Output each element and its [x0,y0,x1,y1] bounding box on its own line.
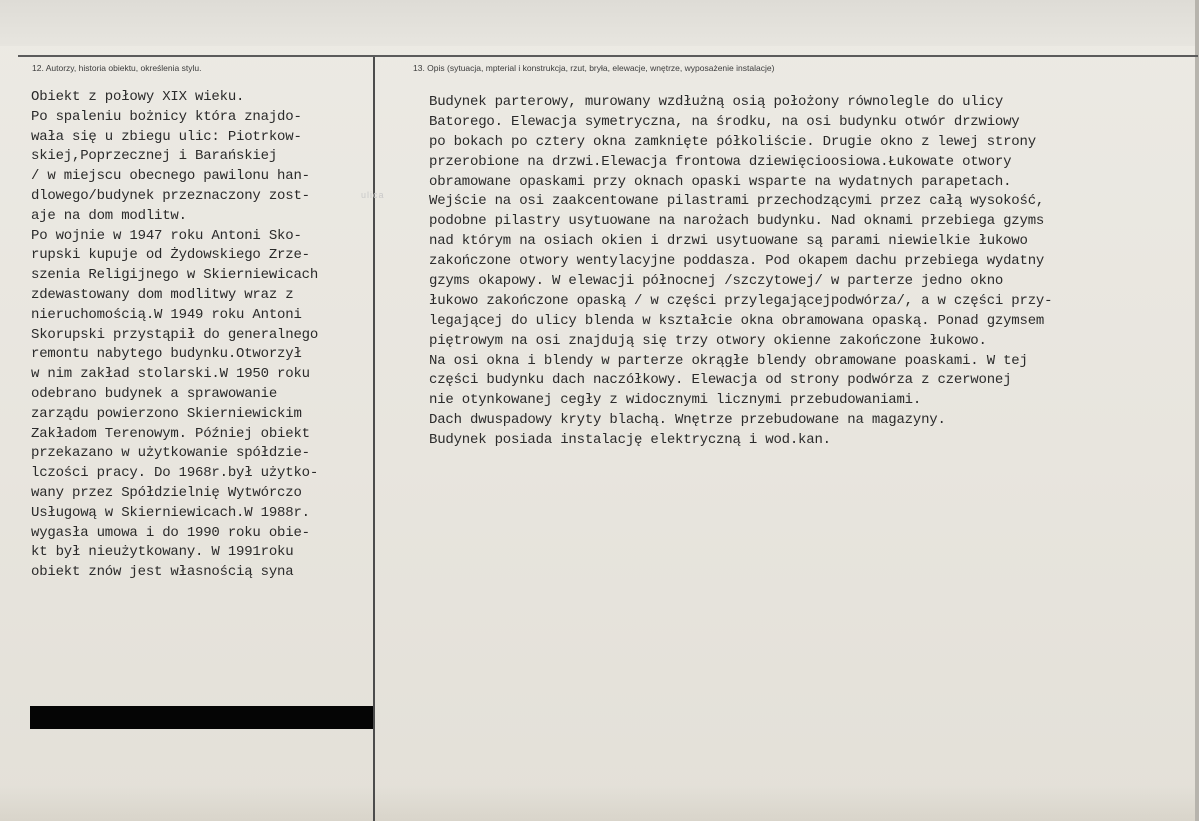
history-line: Skorupski przystąpił do generalnego [31,326,319,343]
description-line: obramowane opaskami przy oknach opaski wsparte na wydatnych parapetach. [429,173,1012,190]
card-top-edge [0,0,1199,46]
history-line: lczości pracy. Do 1968r.był użytko- [31,465,319,482]
description-line: Budynek parterowy, murowany wzdłużną osią położony równolegle do ulicy [429,94,1004,110]
description-line: po bokach po cztery okna zamknięte półkoliście. Drugie okno z lewej strony [429,133,1036,150]
description-line: Na osi okna i blendy w parterze okrągłe blendy obramowane poaskami. W tej [429,352,1028,369]
redaction-bar [30,706,373,729]
header-rule [18,55,1198,57]
history-line: przekazano w użytkowanie spółdzie- [31,445,310,462]
description-line: Batorego. Elewacja symetryczna, na środku, na osi budynku otwór drzwiowy [429,113,1020,130]
history-line: rupski kupuje od Żydowskiego Zrze- [31,247,310,264]
description-line: nad którym na osiach okien i drzwi usytuowane są parami niewielkie łukowo [429,233,1028,250]
history-line: wała się u zbiegu ulic: Piotrkow- [31,128,302,145]
description-line: części budynku dach naczółkowy. Elewacja od strony podwórza z czerwonej [429,372,1012,389]
faint-stamp: ulica [361,190,385,200]
history-line: w nim zakład stolarski.W 1950 roku [31,366,310,383]
history-line: remontu nabytego budynku.Otworzył [31,346,302,363]
card-right-edge [1195,0,1199,821]
description-line: Wejście na osi zaakcentowane pilastrami przechodzącymi przez całą wysokość, [429,193,1045,210]
description-line: piętrowym na osi znajdują się trzy otwory okienne zakończone łukowo. [429,332,987,349]
description-line: łukowo zakończone opaską / w części przylegającejpodwórza/, a w części przy- [429,292,1053,309]
history-line: Usługową w Skierniewicach.W 1988r. [31,504,310,521]
history-line: skiej,Poprzecznej i Barańskiej [31,148,278,165]
history-line: Obiekt z połowy XIX wieku. [31,89,245,105]
history-line: zdewastowany dom modlitwy wraz z [31,286,294,303]
history-line: szenia Religijnego w Skierniewicach [31,267,319,284]
history-line: wany przez Spółdzielnię Wytwórczo [31,484,302,501]
history-line: / w miejscu obecnego pawilonu han- [31,168,310,185]
history-line: Po spaleniu bożnicy która znajdo- [31,108,302,125]
description-text [429,93,1189,451]
card-bottom-edge [0,785,1199,821]
description-line: przerobione na drzwi.Elewacja frontowa dziewięcioosiowa.Łukowate otwory [429,153,1012,170]
description-line: zakończone otwory wentylacyjne poddasza. Pod okapem dachu przebiega wydatny [429,253,1045,270]
description-line: podobne pilastry usytuowane na narożach budynku. Nad oknami przebiega gzyms [429,213,1045,230]
history-line: Zakładom Terenowym. Później obiekt [31,425,310,442]
description-line: nie otynkowanej cegły z widocznymi licznymi przebudowaniami. [429,392,922,409]
history-line: wygasła umowa i do 1990 roku obie- [31,524,310,541]
history-line: kt był nieużytkowany. W 1991roku [31,544,294,561]
description-line: Budynek posiada instalację elektryczną i wod.kan. [429,432,831,449]
history-line: nieruchomością.W 1949 roku Antoni [31,306,302,323]
description-line: legającej do ulicy blenda w kształcie okna obramowana opaską. Ponad gzymsem [429,312,1045,329]
history-line: aje na dom modlitw. [31,207,187,224]
history-line: obiekt znów jest własnością syna [31,564,294,581]
description-line: Dach dwuspadowy kryty blachą. Wnętrze przebudowane na magazyny. [429,412,946,429]
section-12-header: 12. Autorzy, historia obiektu, określenia stylu. [32,63,202,73]
history-text [31,88,376,583]
section-13-header: 13. Opis (sytuacja, mpterial i konstrukcja, rzut, bryła, elewacje, wnętrze, wyposażenie instalacje) [413,63,775,73]
history-line: dlowego/budynek przeznaczony zost- [31,187,310,204]
history-line: zarządu powierzono Skierniewickim [31,405,302,422]
description-line: gzyms okapowy. W elewacji północnej /szczytowej/ w parterze jedno okno [429,273,1004,290]
history-line: odebrano budynek a sprawowanie [31,385,278,402]
history-line: Po wojnie w 1947 roku Antoni Sko- [31,227,302,244]
